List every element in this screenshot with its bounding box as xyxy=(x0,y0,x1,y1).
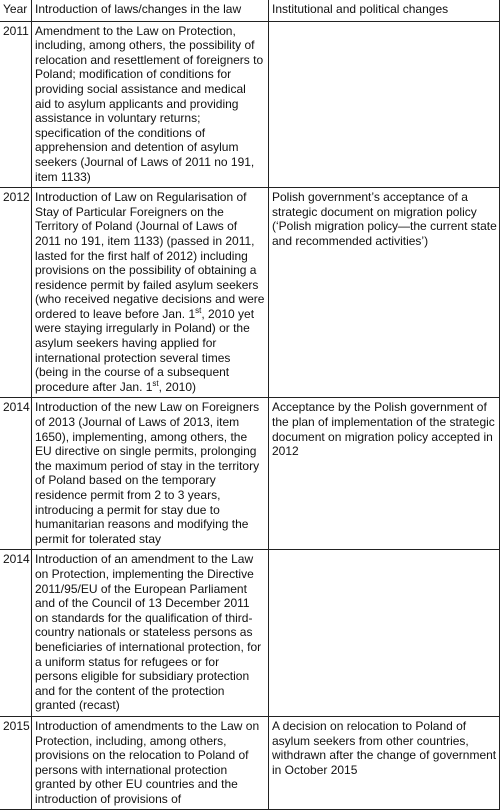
institutional-change-line: strategic document on migration policy xyxy=(272,204,477,219)
law-change-cell: Introduction of Law on Regularisation of Stay of Particular Foreigners on the Territory of Poland (Journal of Laws of 2011 no 191, item 1133) (passed in 2011, lasted for the first half of 2012) including provisions on the possibility of obtaining a residence permit by failed asylum seekers (who received negative decisions and were ordered to leave before Jan. 1st, 2010 yet were staying irregularly in Poland) or the asylum seekers having applied for international protection several times (being in the course of a subsequent procedure after Jan. 1st, 2010) xyxy=(32,188,269,398)
year-cell: 2014 xyxy=(0,398,32,550)
institutional-change-line: asylum seekers from other countries, xyxy=(272,733,469,748)
institutional-change-cell xyxy=(269,398,500,550)
year-cell: 2015 xyxy=(0,716,32,810)
table-row xyxy=(0,21,500,188)
institutional-change-cell xyxy=(269,550,500,717)
header-row xyxy=(0,0,500,21)
institutional-change-cell xyxy=(269,188,500,398)
table-row xyxy=(0,550,500,717)
law-change-cell: Introduction of an amendment to the Law on Protection, implementing the Directive 2011/95/EU of the European Parliament and of the Council of 13 December 2011 on standards for the qualification of third-country nationals or stateless persons as beneficiaries of international protection, for a uniform status for refugees or for persons eligible for subsidiary protection and for the content of the protection granted (recast) xyxy=(32,550,269,717)
institutional-change-line: (‘Polish migration policy—the current state xyxy=(272,219,497,234)
header-law-changes: Introduction of laws/changes in the law xyxy=(32,0,269,21)
institutional-change-line: and recommended activities’) xyxy=(272,233,429,248)
institutional-change-cell xyxy=(269,716,500,810)
header-year: Year xyxy=(0,0,32,21)
institutional-change-line: 2012 xyxy=(272,444,299,459)
institutional-change-cell xyxy=(269,21,500,188)
institutional-change-line: in October 2015 xyxy=(272,762,358,777)
law-change-cell: Introduction of amendments to the Law on Protection, including, among others, provisions on the relocation to Poland of persons with international protection granted by other EU countries and the introduction of provisions of xyxy=(32,716,269,810)
year-cell: 2014 xyxy=(0,550,32,717)
institutional-change-line: document on migration policy accepted in xyxy=(272,429,493,444)
table-row xyxy=(0,398,500,550)
institutional-change-line: Acceptance by the Polish government of xyxy=(272,400,487,415)
table-row xyxy=(0,188,500,398)
header-institutional-changes: Institutional and political changes xyxy=(269,0,500,21)
institutional-change-line: the plan of implementation of the strategic xyxy=(272,415,495,430)
institutional-change-line: withdrawn after the change of government xyxy=(272,748,497,763)
institutional-change-line: A decision on relocation to Poland of xyxy=(272,718,467,733)
year-cell: 2012 xyxy=(0,188,32,398)
table-row xyxy=(0,716,500,810)
law-change-cell: Introduction of the new Law on Foreigners of 2013 (Journal of Laws of 2013, item 1650), implementing, among others, the EU directive on single permits, prolonging the maximum period of stay in the territory of Poland based on the temporary residence permit from 2 to 3 years, introducing a permit for stay due to humanitarian reasons and modifying the permit for tolerated stay xyxy=(32,398,269,550)
year-cell: 2011 xyxy=(0,21,32,188)
institutional-change-line: Polish government’s acceptance of a xyxy=(272,190,468,205)
law-change-cell: Amendment to the Law on Protection, including, among others, the possibility of relocation and resettlement of foreigners to Poland; modification of conditions for providing social assistance and medical aid to asylum applicants and providing assistance in voluntary returns; specification of the conditions of apprehension and detention of asylum seekers (Journal of Laws of 2011 no 191, item 1133) xyxy=(32,21,269,188)
